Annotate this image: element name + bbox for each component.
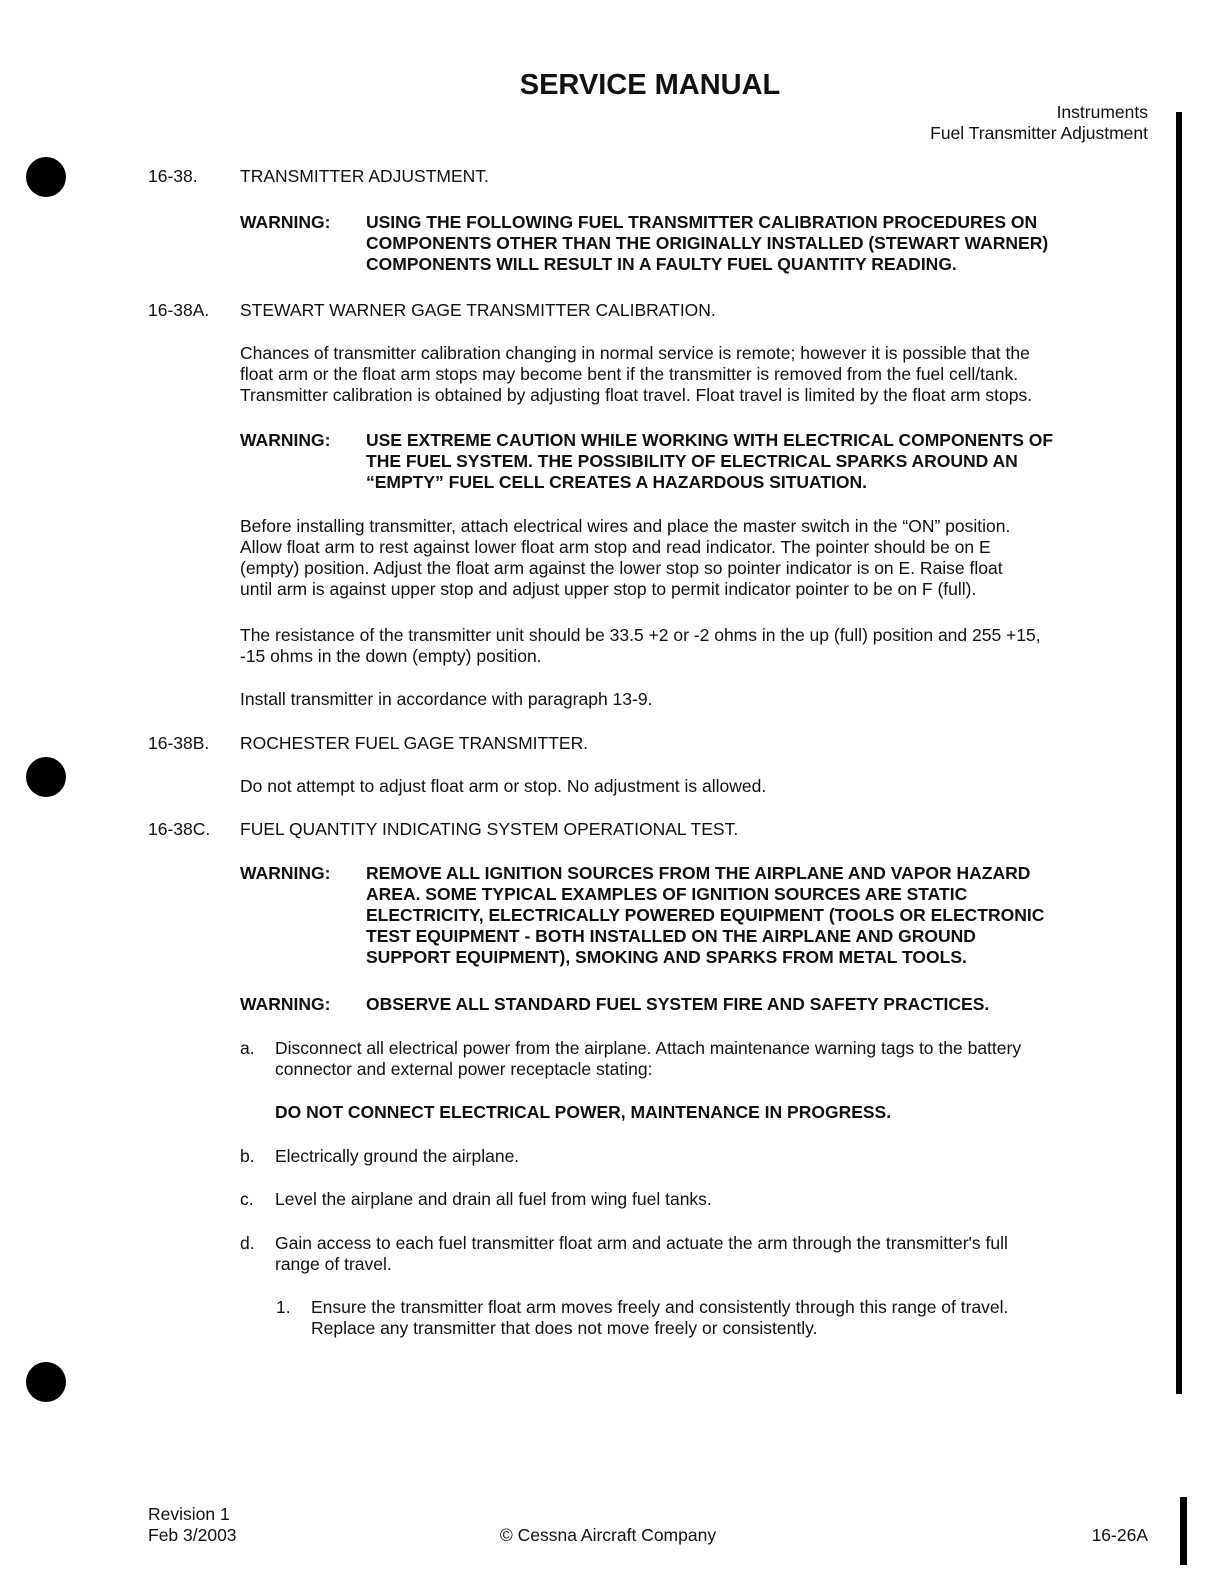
warning-label: WARNING: <box>240 212 331 232</box>
warning-text: OBSERVE ALL STANDARD FUEL SYSTEM FIRE AND SAFETY PRACTICES. <box>366 994 990 1014</box>
binder-hole <box>26 157 66 197</box>
warning-label: WARNING: <box>240 994 331 1014</box>
substep-number: 1. <box>276 1297 291 1317</box>
header-subsection: Fuel Transmitter Adjustment <box>930 123 1148 143</box>
header-section: Instruments <box>1056 102 1148 122</box>
section-number: 16-38A. <box>148 300 210 320</box>
section-number: 16-38C. <box>148 819 211 839</box>
step-text: Level the airplane and drain all fuel from wing fuel tanks. <box>275 1189 712 1209</box>
step-letter: c. <box>240 1189 254 1209</box>
section-number: 16-38B. <box>148 733 210 753</box>
paragraph: Do not attempt to adjust float arm or stop. No adjustment is allowed. <box>240 776 767 796</box>
section-heading: FUEL QUANTITY INDICATING SYSTEM OPERATIONAL TEST. <box>240 819 739 839</box>
warning-label: WARNING: <box>240 430 331 450</box>
paragraph: The resistance of the transmitter unit should be 33.5 +2 or -2 ohms in the up (full) position and 255 +15, -15 ohms in the down (empty) position. <box>240 625 1041 666</box>
paragraph: Install transmitter in accordance with paragraph 13-9. <box>240 689 653 709</box>
step-letter: b. <box>240 1146 255 1166</box>
paragraph: Before installing transmitter, attach electrical wires and place the master switch in the “ON” position. Allow float arm to rest against lower float arm stop and read indicator. The pointer should be on E (empty) position. Adjust the float arm against the lower stop so pointer indicator is on E. Raise float until arm is against upper stop and adjust upper stop to permit indicator pointer to be on F (full). <box>240 516 1011 599</box>
paragraph: Chances of transmitter calibration changing in normal service is remote; however it is possible that the float arm or the float arm stops may become bent if the transmitter is removed from the fuel cell/tank. Transmitter calibration is obtained by adjusting float travel. Float travel is limited by the float arm stops. <box>240 343 1033 405</box>
warning-text: REMOVE ALL IGNITION SOURCES FROM THE AIRPLANE AND VAPOR HAZARD AREA. SOME TYPICAL EXAMPLES OF IGNITION SOURCES ARE STATIC ELECTRICITY, ELECTRICALLY POWERED EQUIPMENT (TOOLS OR ELECTRONIC TEST EQUIPMENT - BOTH INSTALLED ON THE AIRPLANE AND GROUND SUPPORT EQUIPMENT), SMOKING AND SPARKS FROM METAL TOOLS. <box>366 863 1045 967</box>
footer-copyright: © Cessna Aircraft Company <box>499 1525 717 1545</box>
warning-label: WARNING: <box>240 863 331 883</box>
warning-text: USING THE FOLLOWING FUEL TRANSMITTER CALIBRATION PROCEDURES ON COMPONENTS OTHER THAN THE ORIGINALLY INSTALLED (STEWART WARNER) COMPONENTS WILL RESULT IN A FAULTY FUEL QUANTITY READING. <box>366 212 1049 274</box>
page-title: SERVICE MANUAL <box>519 69 781 101</box>
section-heading: ROCHESTER FUEL GAGE TRANSMITTER. <box>240 733 589 753</box>
header-section-block <box>930 102 1148 144</box>
caution-tag-text: DO NOT CONNECT ELECTRICAL POWER, MAINTENANCE IN PROGRESS. <box>275 1102 892 1122</box>
section-heading: STEWART WARNER GAGE TRANSMITTER CALIBRATION. <box>240 300 716 320</box>
binder-hole <box>26 757 66 797</box>
section-heading: TRANSMITTER ADJUSTMENT. <box>240 166 489 186</box>
step-text: Disconnect all electrical power from the airplane. Attach maintenance warning tags to the battery connector and external power receptacle stating: <box>275 1038 1022 1079</box>
step-text: Electrically ground the airplane. <box>275 1146 520 1166</box>
binder-hole <box>26 1362 66 1402</box>
change-bar <box>1176 112 1182 1394</box>
step-letter: d. <box>240 1233 255 1253</box>
step-text: Gain access to each fuel transmitter float arm and actuate the arm through the transmitter's full range of travel. <box>275 1233 1008 1274</box>
warning-text: USE EXTREME CAUTION WHILE WORKING WITH ELECTRICAL COMPONENTS OF THE FUEL SYSTEM. THE POSSIBILITY OF ELECTRICAL SPARKS AROUND AN “EMPTY” FUEL CELL CREATES A HAZARDOUS SITUATION. <box>366 430 1054 492</box>
footer-revision: Revision 1 <box>148 1504 230 1524</box>
page-number: 16-26A <box>1091 1525 1148 1545</box>
step-letter: a. <box>240 1038 255 1058</box>
footer-date: Feb 3/2003 <box>148 1525 237 1545</box>
substep-text: Ensure the transmitter float arm moves freely and consistently through this range of travel. Replace any transmitter that does not move freely or consistently. <box>311 1297 1009 1338</box>
section-number: 16-38. <box>148 166 198 186</box>
